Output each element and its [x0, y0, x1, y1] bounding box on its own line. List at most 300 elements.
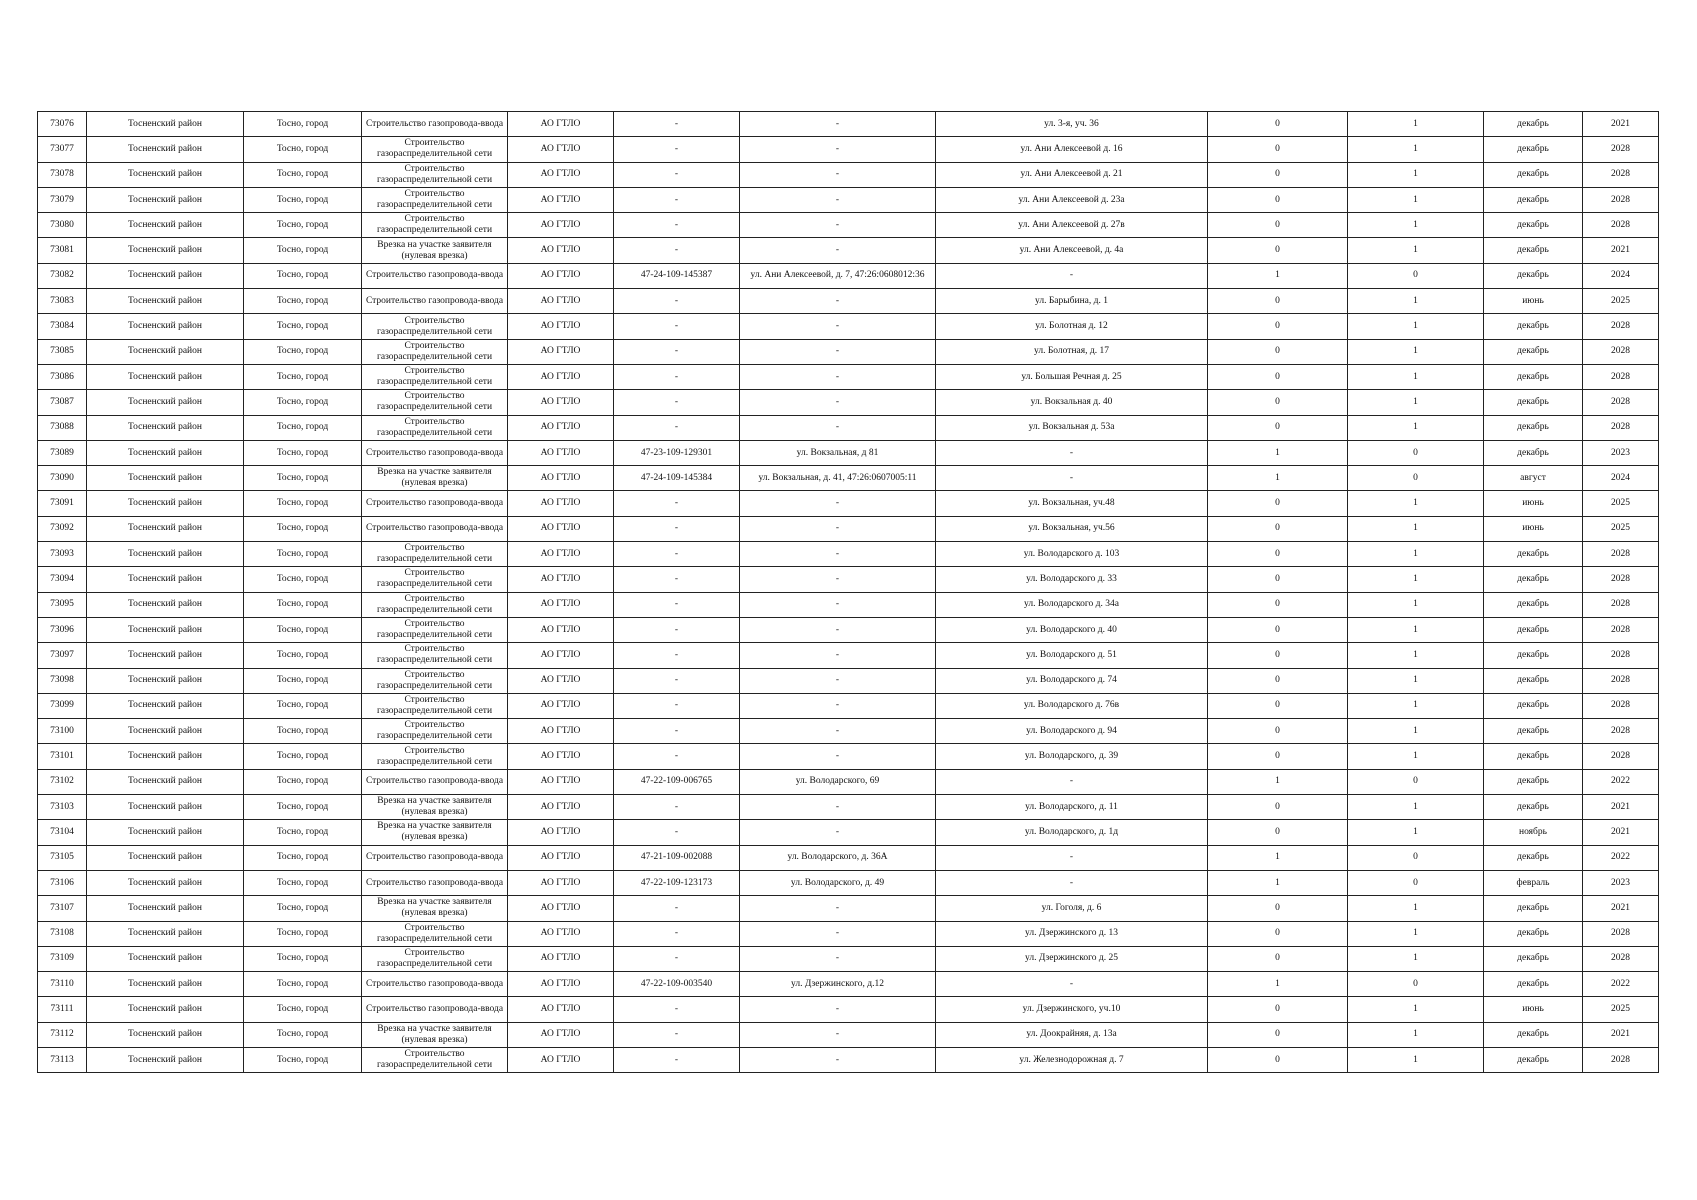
cell-locality: Тосно, город	[244, 1047, 362, 1072]
cell-col-a: 0	[1208, 187, 1348, 212]
cell-col-a: 0	[1208, 516, 1348, 541]
cell-month: декабрь	[1484, 946, 1583, 971]
cell-locality: Тосно, город	[244, 946, 362, 971]
cell-tu-number: -	[614, 1022, 740, 1047]
cell-org: АО ГТЛО	[508, 870, 614, 895]
cell-district: Тосненский район	[87, 896, 244, 921]
table-row	[38, 542, 1659, 567]
cell-col-a: 0	[1208, 390, 1348, 415]
cell-col-a: 0	[1208, 567, 1348, 592]
cell-planned-address: ул. Барыбина, д. 1	[936, 289, 1208, 314]
cell-planned-address: ул. Ани Алексеевой, д. 4а	[936, 238, 1208, 263]
cell-year: 2028	[1583, 415, 1659, 440]
cell-col-b: 1	[1348, 693, 1484, 718]
table-row	[38, 820, 1659, 845]
cell-col-b: 1	[1348, 339, 1484, 364]
cell-planned-address: ул. Володарского д. 34а	[936, 592, 1208, 617]
cell-year: 2028	[1583, 617, 1659, 642]
cell-org: АО ГТЛО	[508, 213, 614, 238]
cell-org: АО ГТЛО	[508, 769, 614, 794]
cell-locality: Тосно, город	[244, 466, 362, 491]
table-row	[38, 744, 1659, 769]
cell-year: 2021	[1583, 238, 1659, 263]
cell-work-type: Строительство газораспределительной сети	[362, 364, 508, 389]
cell-district: Тосненский район	[87, 972, 244, 997]
cell-org: АО ГТЛО	[508, 896, 614, 921]
table-row	[38, 263, 1659, 288]
cell-col-b: 1	[1348, 314, 1484, 339]
cell-object-address: -	[740, 289, 936, 314]
table-row	[38, 112, 1659, 137]
cell-district: Тосненский район	[87, 617, 244, 642]
cell-org: АО ГТЛО	[508, 263, 614, 288]
cell-org: АО ГТЛО	[508, 162, 614, 187]
cell-district: Тосненский район	[87, 364, 244, 389]
cell-object-address: -	[740, 213, 936, 238]
cell-col-b: 1	[1348, 1022, 1484, 1047]
cell-object-address: -	[740, 744, 936, 769]
cell-district: Тосненский район	[87, 567, 244, 592]
cell-work-type: Врезка на участке заявителя (нулевая врезка)	[362, 238, 508, 263]
cell-planned-address: ул. Володарского д. 74	[936, 668, 1208, 693]
cell-col-b: 1	[1348, 896, 1484, 921]
cell-id: 73097	[38, 643, 87, 668]
cell-col-b: 1	[1348, 592, 1484, 617]
cell-district: Тосненский район	[87, 516, 244, 541]
cell-locality: Тосно, город	[244, 263, 362, 288]
cell-work-type: Строительство газопровода-ввода	[362, 870, 508, 895]
table-row	[38, 440, 1659, 465]
table-row	[38, 339, 1659, 364]
cell-month: ноябрь	[1484, 820, 1583, 845]
cell-month: декабрь	[1484, 238, 1583, 263]
cell-work-type: Строительство газораспределительной сети	[362, 567, 508, 592]
cell-locality: Тосно, город	[244, 364, 362, 389]
cell-col-a: 0	[1208, 1022, 1348, 1047]
table-row	[38, 1022, 1659, 1047]
cell-month: декабрь	[1484, 1047, 1583, 1072]
cell-id: 73080	[38, 213, 87, 238]
cell-col-a: 0	[1208, 896, 1348, 921]
cell-object-address: ул. Вокзальная, д. 41, 47:26:0607005:11	[740, 466, 936, 491]
cell-col-a: 0	[1208, 314, 1348, 339]
cell-col-a: 0	[1208, 1047, 1348, 1072]
cell-district: Тосненский район	[87, 592, 244, 617]
cell-locality: Тосно, город	[244, 643, 362, 668]
cell-planned-address: ул. Вокзальная д. 40	[936, 390, 1208, 415]
cell-work-type: Строительство газораспределительной сети	[362, 668, 508, 693]
cell-planned-address: ул. Вокзальная д. 53а	[936, 415, 1208, 440]
cell-locality: Тосно, город	[244, 187, 362, 212]
cell-district: Тосненский район	[87, 668, 244, 693]
cell-tu-number: -	[614, 643, 740, 668]
cell-object-address: -	[740, 997, 936, 1022]
cell-tu-number: -	[614, 339, 740, 364]
cell-year: 2028	[1583, 339, 1659, 364]
cell-month: декабрь	[1484, 213, 1583, 238]
cell-org: АО ГТЛО	[508, 820, 614, 845]
cell-org: АО ГТЛО	[508, 1047, 614, 1072]
cell-col-a: 0	[1208, 668, 1348, 693]
cell-id: 73108	[38, 921, 87, 946]
cell-month: август	[1484, 466, 1583, 491]
cell-locality: Тосно, город	[244, 769, 362, 794]
cell-year: 2022	[1583, 845, 1659, 870]
cell-locality: Тосно, город	[244, 542, 362, 567]
cell-tu-number: -	[614, 693, 740, 718]
cell-year: 2028	[1583, 137, 1659, 162]
cell-col-b: 1	[1348, 643, 1484, 668]
cell-object-address: -	[740, 668, 936, 693]
table-row	[38, 668, 1659, 693]
cell-col-a: 1	[1208, 466, 1348, 491]
cell-col-a: 0	[1208, 289, 1348, 314]
cell-work-type: Врезка на участке заявителя (нулевая врезка)	[362, 896, 508, 921]
table-row	[38, 719, 1659, 744]
cell-col-a: 0	[1208, 592, 1348, 617]
cell-id: 73098	[38, 668, 87, 693]
cell-object-address: -	[740, 820, 936, 845]
cell-year: 2023	[1583, 440, 1659, 465]
cell-object-address: -	[740, 238, 936, 263]
cell-year: 2025	[1583, 997, 1659, 1022]
cell-year: 2028	[1583, 921, 1659, 946]
cell-year: 2025	[1583, 516, 1659, 541]
cell-tu-number: -	[614, 921, 740, 946]
cell-district: Тосненский район	[87, 946, 244, 971]
cell-col-b: 1	[1348, 491, 1484, 516]
cell-tu-number: -	[614, 997, 740, 1022]
cell-planned-address: ул. Володарского д. 40	[936, 617, 1208, 642]
cell-year: 2028	[1583, 162, 1659, 187]
cell-id: 73081	[38, 238, 87, 263]
cell-object-address: -	[740, 516, 936, 541]
cell-work-type: Строительство газораспределительной сети	[362, 744, 508, 769]
cell-year: 2028	[1583, 187, 1659, 212]
cell-tu-number: -	[614, 946, 740, 971]
cell-planned-address: ул. Болотная д. 12	[936, 314, 1208, 339]
cell-work-type: Строительство газораспределительной сети	[362, 592, 508, 617]
cell-work-type: Строительство газопровода-ввода	[362, 997, 508, 1022]
cell-object-address: -	[740, 643, 936, 668]
cell-planned-address: ул. Вокзальная, уч.56	[936, 516, 1208, 541]
cell-locality: Тосно, город	[244, 744, 362, 769]
cell-work-type: Врезка на участке заявителя (нулевая врезка)	[362, 1022, 508, 1047]
cell-tu-number: -	[614, 744, 740, 769]
cell-planned-address: ул. Володарского д. 103	[936, 542, 1208, 567]
gasification-table	[37, 111, 1659, 1073]
cell-id: 73101	[38, 744, 87, 769]
cell-locality: Тосно, город	[244, 289, 362, 314]
cell-work-type: Строительство газораспределительной сети	[362, 339, 508, 364]
cell-tu-number: -	[614, 390, 740, 415]
cell-tu-number: 47-21-109-002088	[614, 845, 740, 870]
cell-col-a: 0	[1208, 491, 1348, 516]
cell-locality: Тосно, город	[244, 112, 362, 137]
cell-month: декабрь	[1484, 567, 1583, 592]
cell-year: 2028	[1583, 390, 1659, 415]
cell-district: Тосненский район	[87, 263, 244, 288]
cell-locality: Тосно, город	[244, 440, 362, 465]
cell-col-b: 0	[1348, 440, 1484, 465]
cell-planned-address: -	[936, 845, 1208, 870]
cell-col-a: 1	[1208, 769, 1348, 794]
cell-org: АО ГТЛО	[508, 592, 614, 617]
cell-tu-number: 47-24-109-145384	[614, 466, 740, 491]
cell-object-address: -	[740, 314, 936, 339]
cell-month: декабрь	[1484, 112, 1583, 137]
cell-tu-number: -	[614, 491, 740, 516]
cell-locality: Тосно, город	[244, 516, 362, 541]
cell-year: 2028	[1583, 364, 1659, 389]
cell-work-type: Врезка на участке заявителя (нулевая врезка)	[362, 820, 508, 845]
cell-col-a: 0	[1208, 542, 1348, 567]
cell-planned-address: ул. Володарского д. 33	[936, 567, 1208, 592]
cell-object-address: -	[740, 946, 936, 971]
cell-month: декабрь	[1484, 390, 1583, 415]
cell-work-type: Строительство газораспределительной сети	[362, 137, 508, 162]
cell-id: 73076	[38, 112, 87, 137]
cell-locality: Тосно, город	[244, 617, 362, 642]
cell-tu-number: -	[614, 112, 740, 137]
cell-planned-address: ул. Володарского д. 76в	[936, 693, 1208, 718]
cell-object-address: -	[740, 617, 936, 642]
cell-tu-number: -	[614, 668, 740, 693]
table-row	[38, 516, 1659, 541]
cell-year: 2028	[1583, 592, 1659, 617]
cell-col-b: 0	[1348, 845, 1484, 870]
cell-planned-address: -	[936, 263, 1208, 288]
cell-district: Тосненский район	[87, 187, 244, 212]
cell-col-b: 1	[1348, 112, 1484, 137]
cell-district: Тосненский район	[87, 845, 244, 870]
cell-work-type: Строительство газораспределительной сети	[362, 719, 508, 744]
cell-id: 73105	[38, 845, 87, 870]
cell-district: Тосненский район	[87, 213, 244, 238]
cell-district: Тосненский район	[87, 339, 244, 364]
cell-col-a: 0	[1208, 213, 1348, 238]
table-row	[38, 769, 1659, 794]
cell-work-type: Строительство газопровода-ввода	[362, 972, 508, 997]
cell-work-type: Строительство газораспределительной сети	[362, 415, 508, 440]
cell-tu-number: -	[614, 364, 740, 389]
cell-year: 2028	[1583, 643, 1659, 668]
cell-col-a: 0	[1208, 719, 1348, 744]
cell-year: 2022	[1583, 769, 1659, 794]
cell-org: АО ГТЛО	[508, 542, 614, 567]
cell-month: июнь	[1484, 491, 1583, 516]
cell-planned-address: ул. Вокзальная, уч.48	[936, 491, 1208, 516]
cell-planned-address: ул. Ани Алексеевой д. 23а	[936, 187, 1208, 212]
cell-planned-address: ул. Ани Алексеевой д. 21	[936, 162, 1208, 187]
cell-col-a: 1	[1208, 972, 1348, 997]
cell-id: 73087	[38, 390, 87, 415]
cell-month: июнь	[1484, 516, 1583, 541]
cell-planned-address: -	[936, 870, 1208, 895]
cell-id: 73082	[38, 263, 87, 288]
table-row	[38, 795, 1659, 820]
cell-year: 2028	[1583, 1047, 1659, 1072]
table-row	[38, 693, 1659, 718]
cell-org: АО ГТЛО	[508, 187, 614, 212]
cell-id: 73089	[38, 440, 87, 465]
table-row	[38, 870, 1659, 895]
cell-tu-number: -	[614, 542, 740, 567]
cell-locality: Тосно, город	[244, 162, 362, 187]
cell-locality: Тосно, город	[244, 238, 362, 263]
cell-org: АО ГТЛО	[508, 238, 614, 263]
cell-month: декабрь	[1484, 339, 1583, 364]
cell-month: июнь	[1484, 289, 1583, 314]
cell-work-type: Строительство газопровода-ввода	[362, 491, 508, 516]
cell-planned-address: ул. Дзержинского, уч.10	[936, 997, 1208, 1022]
cell-col-a: 0	[1208, 820, 1348, 845]
cell-district: Тосненский район	[87, 289, 244, 314]
cell-id: 73112	[38, 1022, 87, 1047]
cell-tu-number: -	[614, 238, 740, 263]
cell-district: Тосненский район	[87, 112, 244, 137]
cell-col-b: 1	[1348, 187, 1484, 212]
cell-org: АО ГТЛО	[508, 491, 614, 516]
cell-id: 73099	[38, 693, 87, 718]
cell-object-address: -	[740, 567, 936, 592]
cell-work-type: Врезка на участке заявителя (нулевая врезка)	[362, 795, 508, 820]
cell-org: АО ГТЛО	[508, 339, 614, 364]
cell-object-address: -	[740, 137, 936, 162]
cell-work-type: Строительство газораспределительной сети	[362, 617, 508, 642]
cell-year: 2028	[1583, 542, 1659, 567]
cell-col-b: 1	[1348, 542, 1484, 567]
cell-col-a: 0	[1208, 137, 1348, 162]
cell-locality: Тосно, город	[244, 820, 362, 845]
cell-year: 2028	[1583, 946, 1659, 971]
cell-org: АО ГТЛО	[508, 946, 614, 971]
table-row	[38, 946, 1659, 971]
cell-month: декабрь	[1484, 921, 1583, 946]
cell-district: Тосненский район	[87, 238, 244, 263]
cell-object-address: -	[740, 1047, 936, 1072]
cell-locality: Тосно, город	[244, 795, 362, 820]
cell-work-type: Строительство газораспределительной сети	[362, 542, 508, 567]
cell-locality: Тосно, город	[244, 339, 362, 364]
cell-work-type: Строительство газопровода-ввода	[362, 440, 508, 465]
cell-work-type: Строительство газопровода-ввода	[362, 845, 508, 870]
cell-object-address: -	[740, 491, 936, 516]
cell-district: Тосненский район	[87, 162, 244, 187]
cell-locality: Тосно, город	[244, 668, 362, 693]
cell-tu-number: -	[614, 213, 740, 238]
cell-tu-number: -	[614, 1047, 740, 1072]
cell-tu-number: 47-22-109-123173	[614, 870, 740, 895]
cell-col-a: 1	[1208, 845, 1348, 870]
cell-planned-address: -	[936, 972, 1208, 997]
cell-tu-number: 47-24-109-145387	[614, 263, 740, 288]
cell-object-address: -	[740, 162, 936, 187]
cell-col-b: 0	[1348, 870, 1484, 895]
cell-col-a: 0	[1208, 162, 1348, 187]
cell-col-a: 0	[1208, 364, 1348, 389]
cell-locality: Тосно, город	[244, 1022, 362, 1047]
table-row	[38, 567, 1659, 592]
cell-work-type: Строительство газопровода-ввода	[362, 769, 508, 794]
cell-district: Тосненский район	[87, 921, 244, 946]
cell-year: 2028	[1583, 213, 1659, 238]
cell-work-type: Строительство газораспределительной сети	[362, 921, 508, 946]
cell-col-a: 0	[1208, 643, 1348, 668]
cell-month: декабрь	[1484, 440, 1583, 465]
cell-locality: Тосно, город	[244, 997, 362, 1022]
cell-planned-address: ул. Дзержинского д. 13	[936, 921, 1208, 946]
cell-year: 2028	[1583, 744, 1659, 769]
cell-id: 73093	[38, 542, 87, 567]
cell-district: Тосненский район	[87, 466, 244, 491]
cell-id: 73096	[38, 617, 87, 642]
cell-col-a: 1	[1208, 263, 1348, 288]
cell-month: декабрь	[1484, 668, 1583, 693]
cell-work-type: Строительство газораспределительной сети	[362, 693, 508, 718]
table-row	[38, 643, 1659, 668]
cell-month: июнь	[1484, 997, 1583, 1022]
cell-month: декабрь	[1484, 769, 1583, 794]
cell-col-a: 0	[1208, 921, 1348, 946]
cell-work-type: Строительство газопровода-ввода	[362, 263, 508, 288]
cell-col-b: 1	[1348, 668, 1484, 693]
table-row	[38, 137, 1659, 162]
table-row	[38, 187, 1659, 212]
cell-col-a: 0	[1208, 339, 1348, 364]
cell-id: 73077	[38, 137, 87, 162]
cell-year: 2028	[1583, 693, 1659, 718]
cell-month: декабрь	[1484, 542, 1583, 567]
cell-tu-number: -	[614, 187, 740, 212]
cell-object-address: -	[740, 364, 936, 389]
cell-tu-number: -	[614, 567, 740, 592]
cell-id: 73111	[38, 997, 87, 1022]
cell-org: АО ГТЛО	[508, 112, 614, 137]
cell-object-address: -	[740, 390, 936, 415]
cell-id: 73085	[38, 339, 87, 364]
cell-locality: Тосно, город	[244, 921, 362, 946]
cell-work-type: Строительство газораспределительной сети	[362, 1047, 508, 1072]
cell-month: декабрь	[1484, 795, 1583, 820]
cell-org: АО ГТЛО	[508, 516, 614, 541]
cell-district: Тосненский район	[87, 769, 244, 794]
cell-district: Тосненский район	[87, 719, 244, 744]
cell-month: декабрь	[1484, 719, 1583, 744]
cell-month: декабрь	[1484, 364, 1583, 389]
cell-col-a: 1	[1208, 440, 1348, 465]
cell-id: 73104	[38, 820, 87, 845]
cell-locality: Тосно, город	[244, 693, 362, 718]
table-row	[38, 364, 1659, 389]
table-row	[38, 1047, 1659, 1072]
cell-org: АО ГТЛО	[508, 137, 614, 162]
cell-month: декабрь	[1484, 1022, 1583, 1047]
cell-col-b: 1	[1348, 1047, 1484, 1072]
cell-planned-address: ул. Гоголя, д. 6	[936, 896, 1208, 921]
cell-id: 73102	[38, 769, 87, 794]
table-row	[38, 617, 1659, 642]
cell-org: АО ГТЛО	[508, 693, 614, 718]
cell-org: АО ГТЛО	[508, 314, 614, 339]
cell-object-address: ул. Володарского, 69	[740, 769, 936, 794]
cell-id: 73092	[38, 516, 87, 541]
cell-id: 73100	[38, 719, 87, 744]
cell-org: АО ГТЛО	[508, 364, 614, 389]
cell-col-b: 1	[1348, 921, 1484, 946]
table-row	[38, 896, 1659, 921]
cell-object-address: -	[740, 719, 936, 744]
